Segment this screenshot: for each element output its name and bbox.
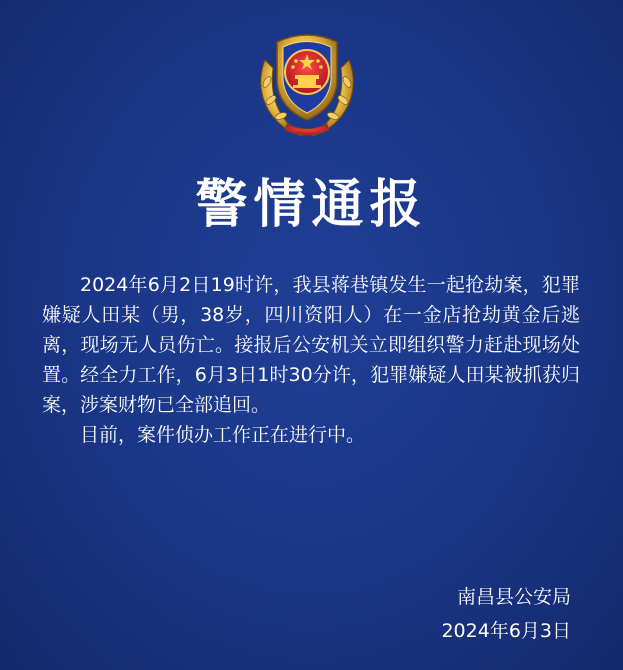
issue-date: 2024年6月3日 <box>441 620 571 642</box>
signoff-block <box>441 580 571 648</box>
notice-paragraph-1: 2024年6月2日19时许，我县蒋巷镇发生一起抢劫案，犯罪嫌疑人田某（男，38岁，四川资阳人）在一金店抢劫黄金后逃离，现场无人员伤亡。接报后公安机关立即组织警力赶赴现场处置。经全力工作，6月3日1时30分许，犯罪嫌疑人田某被抓获归案，涉案财物已全部追回。 <box>42 274 580 416</box>
police-emblem-icon <box>247 20 367 140</box>
police-emblem-graphic <box>247 20 367 140</box>
notice-body <box>42 270 580 450</box>
notice-paragraph-2: 目前，案件侦办工作正在进行中。 <box>80 424 366 446</box>
issuer-name: 南昌县公安局 <box>456 586 571 608</box>
notice-title: 警情通报 <box>195 174 428 235</box>
